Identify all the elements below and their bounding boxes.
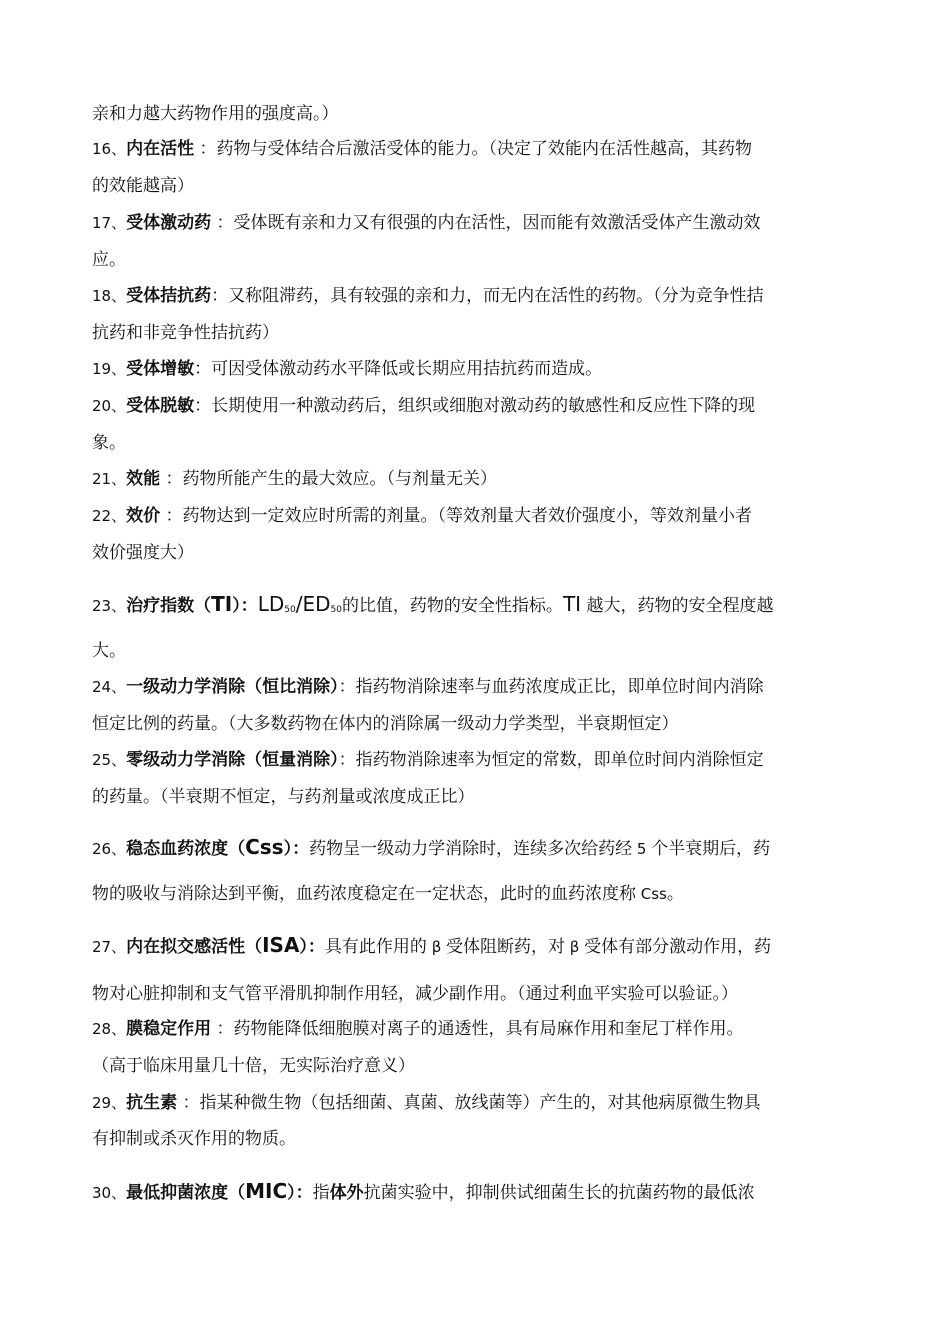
entry-29-continuation: [92, 1128, 862, 1150]
entry-term: 受体脱敏: [126, 396, 195, 416]
ld-label: LD: [257, 592, 285, 616]
entry-separator: ：: [194, 396, 212, 416]
line-text: 抗药和非竞争性拮抗药）: [92, 323, 279, 343]
ld-subscript: 50: [284, 605, 296, 615]
entry-number: 24、: [92, 678, 127, 696]
entry-24: [92, 676, 862, 698]
entry-number: 28、: [92, 1020, 127, 1038]
entry-definition: 具有此作用的: [324, 937, 427, 957]
entry-number: 17、: [92, 214, 127, 232]
entry-abbreviation: TI: [211, 592, 233, 616]
entry-definition: 药物达到一定效应时所需的剂量。（等效剂量大者效价强度小，等效剂量小者: [182, 506, 752, 526]
entry-definition: 药物所能产生的最大效应。（与剂量无关）: [182, 469, 497, 489]
entry-separator: ：: [211, 213, 234, 233]
entry-definition: 指某种微生物（包括细菌、真菌、放线菌等）产生的，对其他病原微生物具: [199, 1093, 761, 1113]
entry-separator: ：: [338, 750, 356, 770]
entry-term-close: ）：: [287, 1183, 313, 1203]
entry-definition: 药物呈一级动力学消除时，连续多次给药经: [309, 839, 633, 859]
entry-22: [92, 505, 862, 527]
entry-abbreviation: ISA: [262, 933, 300, 957]
ed-subscript: 50: [330, 605, 342, 615]
entry-number: 26、: [92, 840, 127, 858]
entry-separator: ：: [160, 469, 183, 489]
entry-18: [92, 285, 862, 307]
line-text: 效价强度大）: [92, 543, 194, 563]
entry-26-continuation: [92, 883, 862, 905]
entry-separator: ：: [211, 286, 229, 306]
entry-term: 效能: [126, 469, 161, 489]
beta-symbol: β: [565, 938, 585, 956]
entry-30: [92, 1178, 862, 1206]
line-text: 的药量。（半衰期不恒定，与药剂量或浓度成正比）: [92, 787, 475, 807]
entry-definition: 又称阻滞药，具有较强的亲和力，而无内在活性的药物。（分为竞争性拮: [228, 286, 764, 306]
entry-term: 稳态血药浓度（: [126, 839, 246, 859]
entry-number: 16、: [92, 140, 127, 158]
entry-definition: 可因受体激动药水平降低或长期应用拮抗药而造成。: [211, 359, 603, 379]
entry-definition: 药物与受体结合后激活受体的能力。（决定了效能内在活性越高，其药物: [216, 139, 752, 159]
line-text: 应。: [92, 250, 126, 270]
entry-29: [92, 1092, 862, 1114]
line-text: 象。: [92, 433, 126, 453]
entry-definition: 的比值，药物的安全性指标。: [341, 596, 563, 616]
entry-term-close: ）：: [283, 839, 310, 859]
line-end: 。: [666, 884, 684, 904]
entry-20-continuation: [92, 432, 862, 454]
entry-26: [92, 834, 862, 862]
line-text: 有抑制或杀灭作用的物质。: [92, 1129, 296, 1149]
entry-17-continuation: [92, 249, 862, 271]
entry-23-continuation: [92, 640, 862, 662]
entry-definition: 指药物消除速率为恒定的常数，即单位时间内消除恒定: [355, 750, 764, 770]
entry-definition-emphasis: 体外: [329, 1183, 364, 1203]
ed-label: ED: [302, 592, 331, 616]
entry-term: 膜稳定作用: [126, 1019, 212, 1039]
entry-17: [92, 212, 862, 234]
entry-28-continuation: [92, 1055, 862, 1077]
entry-28: [92, 1018, 862, 1040]
number-five: 5: [632, 840, 652, 858]
line-text: 物对心脏抑制和支气管平滑肌抑制作用轻，减少副作用。（通过利血平实验可以验证。）: [92, 984, 738, 1004]
line-text: （高于临床用量几十倍，无实际治疗意义）: [92, 1056, 415, 1076]
entry-number: 27、: [92, 938, 127, 956]
entry-term: 零级动力学消除（恒量消除）: [126, 750, 339, 770]
entry-27: [92, 932, 862, 960]
entry-separator: ：: [194, 139, 217, 159]
entry-term: 受体增敏: [126, 359, 195, 379]
entry-number: 22、: [92, 507, 127, 525]
entry-18-continuation: [92, 322, 862, 344]
entry-definition-3: 受体有部分激动作用，药: [584, 937, 772, 957]
entry-separator: ：: [160, 506, 183, 526]
entry-definition: 抗菌实验中，抑制供试细菌生长的抗菌药物的最低浓: [363, 1183, 755, 1203]
css-label: Css: [636, 885, 667, 903]
entry-16-continuation: [92, 175, 862, 197]
entry-term: 受体拮抗药: [126, 286, 212, 306]
entry-number: 25、: [92, 751, 127, 769]
entry-abbreviation: MIC: [245, 1179, 288, 1203]
entry-term-close: ）：: [299, 937, 325, 957]
entry-25: [92, 749, 862, 771]
beta-symbol: β: [426, 938, 447, 956]
entry-term: 治疗指数（: [126, 596, 212, 616]
line-text: 恒定比例的药量。（大多数药物在体内的消除属一级动力学类型，半衰期恒定）: [92, 714, 679, 734]
entry-20: [92, 395, 862, 417]
entry-number: 18、: [92, 287, 127, 305]
entry-separator: ：: [211, 1019, 234, 1039]
entry-number: 21、: [92, 470, 127, 488]
entry-separator: ：: [338, 677, 356, 697]
entry-16: [92, 138, 862, 160]
entry-definition: 长期使用一种激动药后，组织或细胞对激动药的敏感性和反应性下降的现: [211, 396, 756, 416]
entry-term: 内在拟交感活性（: [126, 937, 263, 957]
entry-term: 抗生素: [126, 1093, 178, 1113]
entry-21: [92, 468, 862, 490]
entry-number: 20、: [92, 397, 127, 415]
entry-term-close: ）：: [232, 596, 258, 616]
line-text: 大。: [92, 641, 126, 661]
entry-separator: ：: [194, 359, 212, 379]
entry-24-continuation: [92, 713, 862, 735]
entry-number: 19、: [92, 360, 127, 378]
ti-label: TI: [562, 592, 582, 616]
entry-number: 23、: [92, 597, 127, 615]
entry-definition-2: 越大，药物的安全程度越: [581, 596, 774, 616]
line-text: 物的吸收与消除达到平衡，血药浓度稳定在一定状态，此时的血药浓度称: [92, 884, 636, 904]
entry-number: 30、: [92, 1184, 127, 1202]
entry-term: 内在活性: [126, 139, 195, 159]
entry-definition: 受体既有亲和力又有很强的内在活性，因而能有效激活受体产生激动效: [233, 213, 761, 233]
entry-definition-2: 个半衰期后，药: [651, 839, 771, 859]
line-text: 的效能越高）: [92, 176, 194, 196]
entry-25-continuation: [92, 786, 862, 808]
entry-definition: 药物能降低细胞膜对离子的通透性，具有局麻作用和奎尼丁样作用。: [233, 1019, 744, 1039]
entry-term: 一级动力学消除（恒比消除）: [126, 677, 339, 697]
entry-definition-2: 受体阻断药，对: [446, 937, 566, 957]
entry-15-continuation: [92, 103, 862, 125]
entry-definition-prefix: 指: [312, 1183, 330, 1203]
entry-term: 受体激动药: [126, 213, 212, 233]
entry-23: [92, 591, 862, 623]
entry-separator: ：: [177, 1093, 200, 1113]
entry-definition: 指药物消除速率与血药浓度成正比，即单位时间内消除: [355, 677, 764, 697]
entry-27-continuation: [92, 983, 862, 1005]
slash: /: [295, 592, 303, 616]
line-text: 亲和力越大药物作用的强度高。）: [92, 104, 339, 124]
entry-term: 最低抑菌浓度（: [126, 1183, 246, 1203]
entry-19: [92, 358, 862, 380]
entry-term: 效价: [126, 506, 161, 526]
entry-abbreviation: Css: [245, 835, 284, 859]
entry-number: 29、: [92, 1094, 127, 1112]
entry-22-continuation: [92, 542, 862, 564]
